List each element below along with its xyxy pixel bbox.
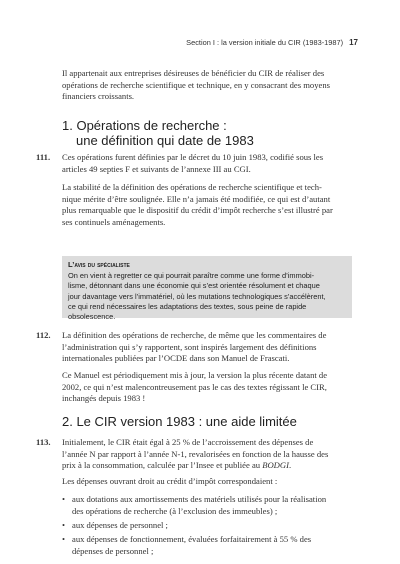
- callout-line: obsolescence.: [68, 312, 116, 322]
- text-line: Ce Manuel est périodiquement mis à jour, la version la plus récente datant de: [62, 370, 328, 380]
- callout-line: lisme, détonnant dans une économie qui s’est orientée résolument et chaque: [68, 281, 320, 291]
- bullet-dot: •: [62, 534, 66, 544]
- section-heading-1: [62, 118, 362, 148]
- text-line: La définition des opérations de recherche, de même que les commentaires de: [62, 330, 327, 340]
- text-line: plus remarquable que le dispositif du crédit d’impôt recherche s’est illustré par: [62, 205, 333, 216]
- text-line: des opérations de recherche (à l’exclusion des immeubles) ;: [72, 505, 278, 516]
- paragraph-113-b: [62, 476, 356, 488]
- bullet-dot: •: [62, 494, 66, 504]
- text-line: Les dépenses ouvrant droit au crédit d’impôt correspondaient :: [62, 476, 278, 486]
- running-header: [186, 38, 358, 47]
- text-line: 2002, ce qui n’est malencontreusement pas le cas des textes régissant le CIR,: [62, 381, 327, 392]
- text-line: aux dépenses de fonctionnement, évaluées forfaitairement à 55 % des: [72, 534, 312, 544]
- paragraph-113-a: [62, 437, 356, 472]
- specialist-callout: [62, 256, 352, 322]
- heading-line: une définition qui date de 1983: [76, 133, 254, 148]
- text-line: nique mérite d’être soulignée. Elle n’a jamais été modifiée, ce qui est d’autant: [62, 193, 331, 204]
- intro-paragraph: [62, 68, 356, 103]
- text-line: La stabilité de la définition des opérations de recherche scientifique et tech-: [62, 182, 322, 192]
- text-line: l’administration qui s’y rapportent, sont inspirés largement des définitions: [62, 341, 317, 352]
- list-item: [62, 520, 356, 532]
- paragraph-number: 113.: [36, 437, 51, 447]
- callout-line: On en vient à regretter ce qui pourrait paraître comme une forme d’immobi-: [68, 271, 315, 281]
- text-line: dépenses de personnel ;: [72, 545, 154, 556]
- callout-line: ce qui rend nécessaires les adaptations des textes, sous peine de rapide: [68, 301, 307, 311]
- paragraph-111-a: [62, 152, 356, 175]
- section-heading-2: [62, 414, 362, 429]
- text-line: articles 49 septies F et suivants de l’annexe III au CGI.: [62, 163, 251, 174]
- text-line: inchangés depuis 1983 !: [62, 393, 146, 404]
- text-line: [62, 460, 356, 472]
- text-line: internationales publiées par l’OCDE dans son Manuel de Frascati.: [62, 353, 290, 364]
- paragraph-number: 112.: [36, 330, 51, 340]
- text-line: Initialement, le CIR était égal à 25 % de l’accroissement des dépenses de: [62, 437, 314, 447]
- text-line: ses continuels aménagements.: [62, 216, 166, 227]
- publication-name: BODGI: [262, 460, 289, 471]
- paragraph-number: 111.: [36, 152, 51, 162]
- heading-line: 1. Opérations de recherche :: [62, 118, 227, 133]
- bullet-dot: •: [62, 520, 66, 530]
- text-segment: .: [288, 460, 292, 471]
- section-title: Section I : la version initiale du CIR (1983-1987): [186, 38, 344, 47]
- heading-line: 2. Le CIR version 1983 : une aide limitée: [62, 414, 297, 429]
- text-line: financiers croissants.: [62, 91, 135, 102]
- paragraph-112-b: [62, 370, 356, 405]
- callout-title: L’avis du spécialiste: [68, 260, 130, 269]
- callout-line: jour davantage vers l’immatériel, où les mutations technologiques s’accélèrent,: [68, 291, 326, 301]
- text-line: l’année N par rapport à l’année N-1, revalorisées en fonction de la hausse des: [62, 448, 329, 459]
- text-line: aux dotations aux amortissements des matériels utilisés pour la réalisation: [72, 494, 327, 504]
- paragraph-112-a: [62, 330, 356, 365]
- text-line: Ces opérations furent définies par le décret du 10 juin 1983, codifié sous les: [62, 152, 324, 162]
- page-number: 17: [349, 38, 358, 47]
- text-line: Il appartenait aux entreprises désireuses de bénéficier du CIR de réaliser des: [62, 68, 325, 78]
- text-line: aux dépenses de personnel ;: [72, 520, 168, 530]
- text-segment: prix à la consommation, calculée par l’Insee et publiée au: [62, 460, 263, 471]
- list-item: [62, 534, 356, 557]
- paragraph-111-b: [62, 182, 356, 228]
- text-line: opérations de recherche scientifique et technique, en y consacrant des moyens: [62, 79, 330, 90]
- list-item: [62, 494, 356, 517]
